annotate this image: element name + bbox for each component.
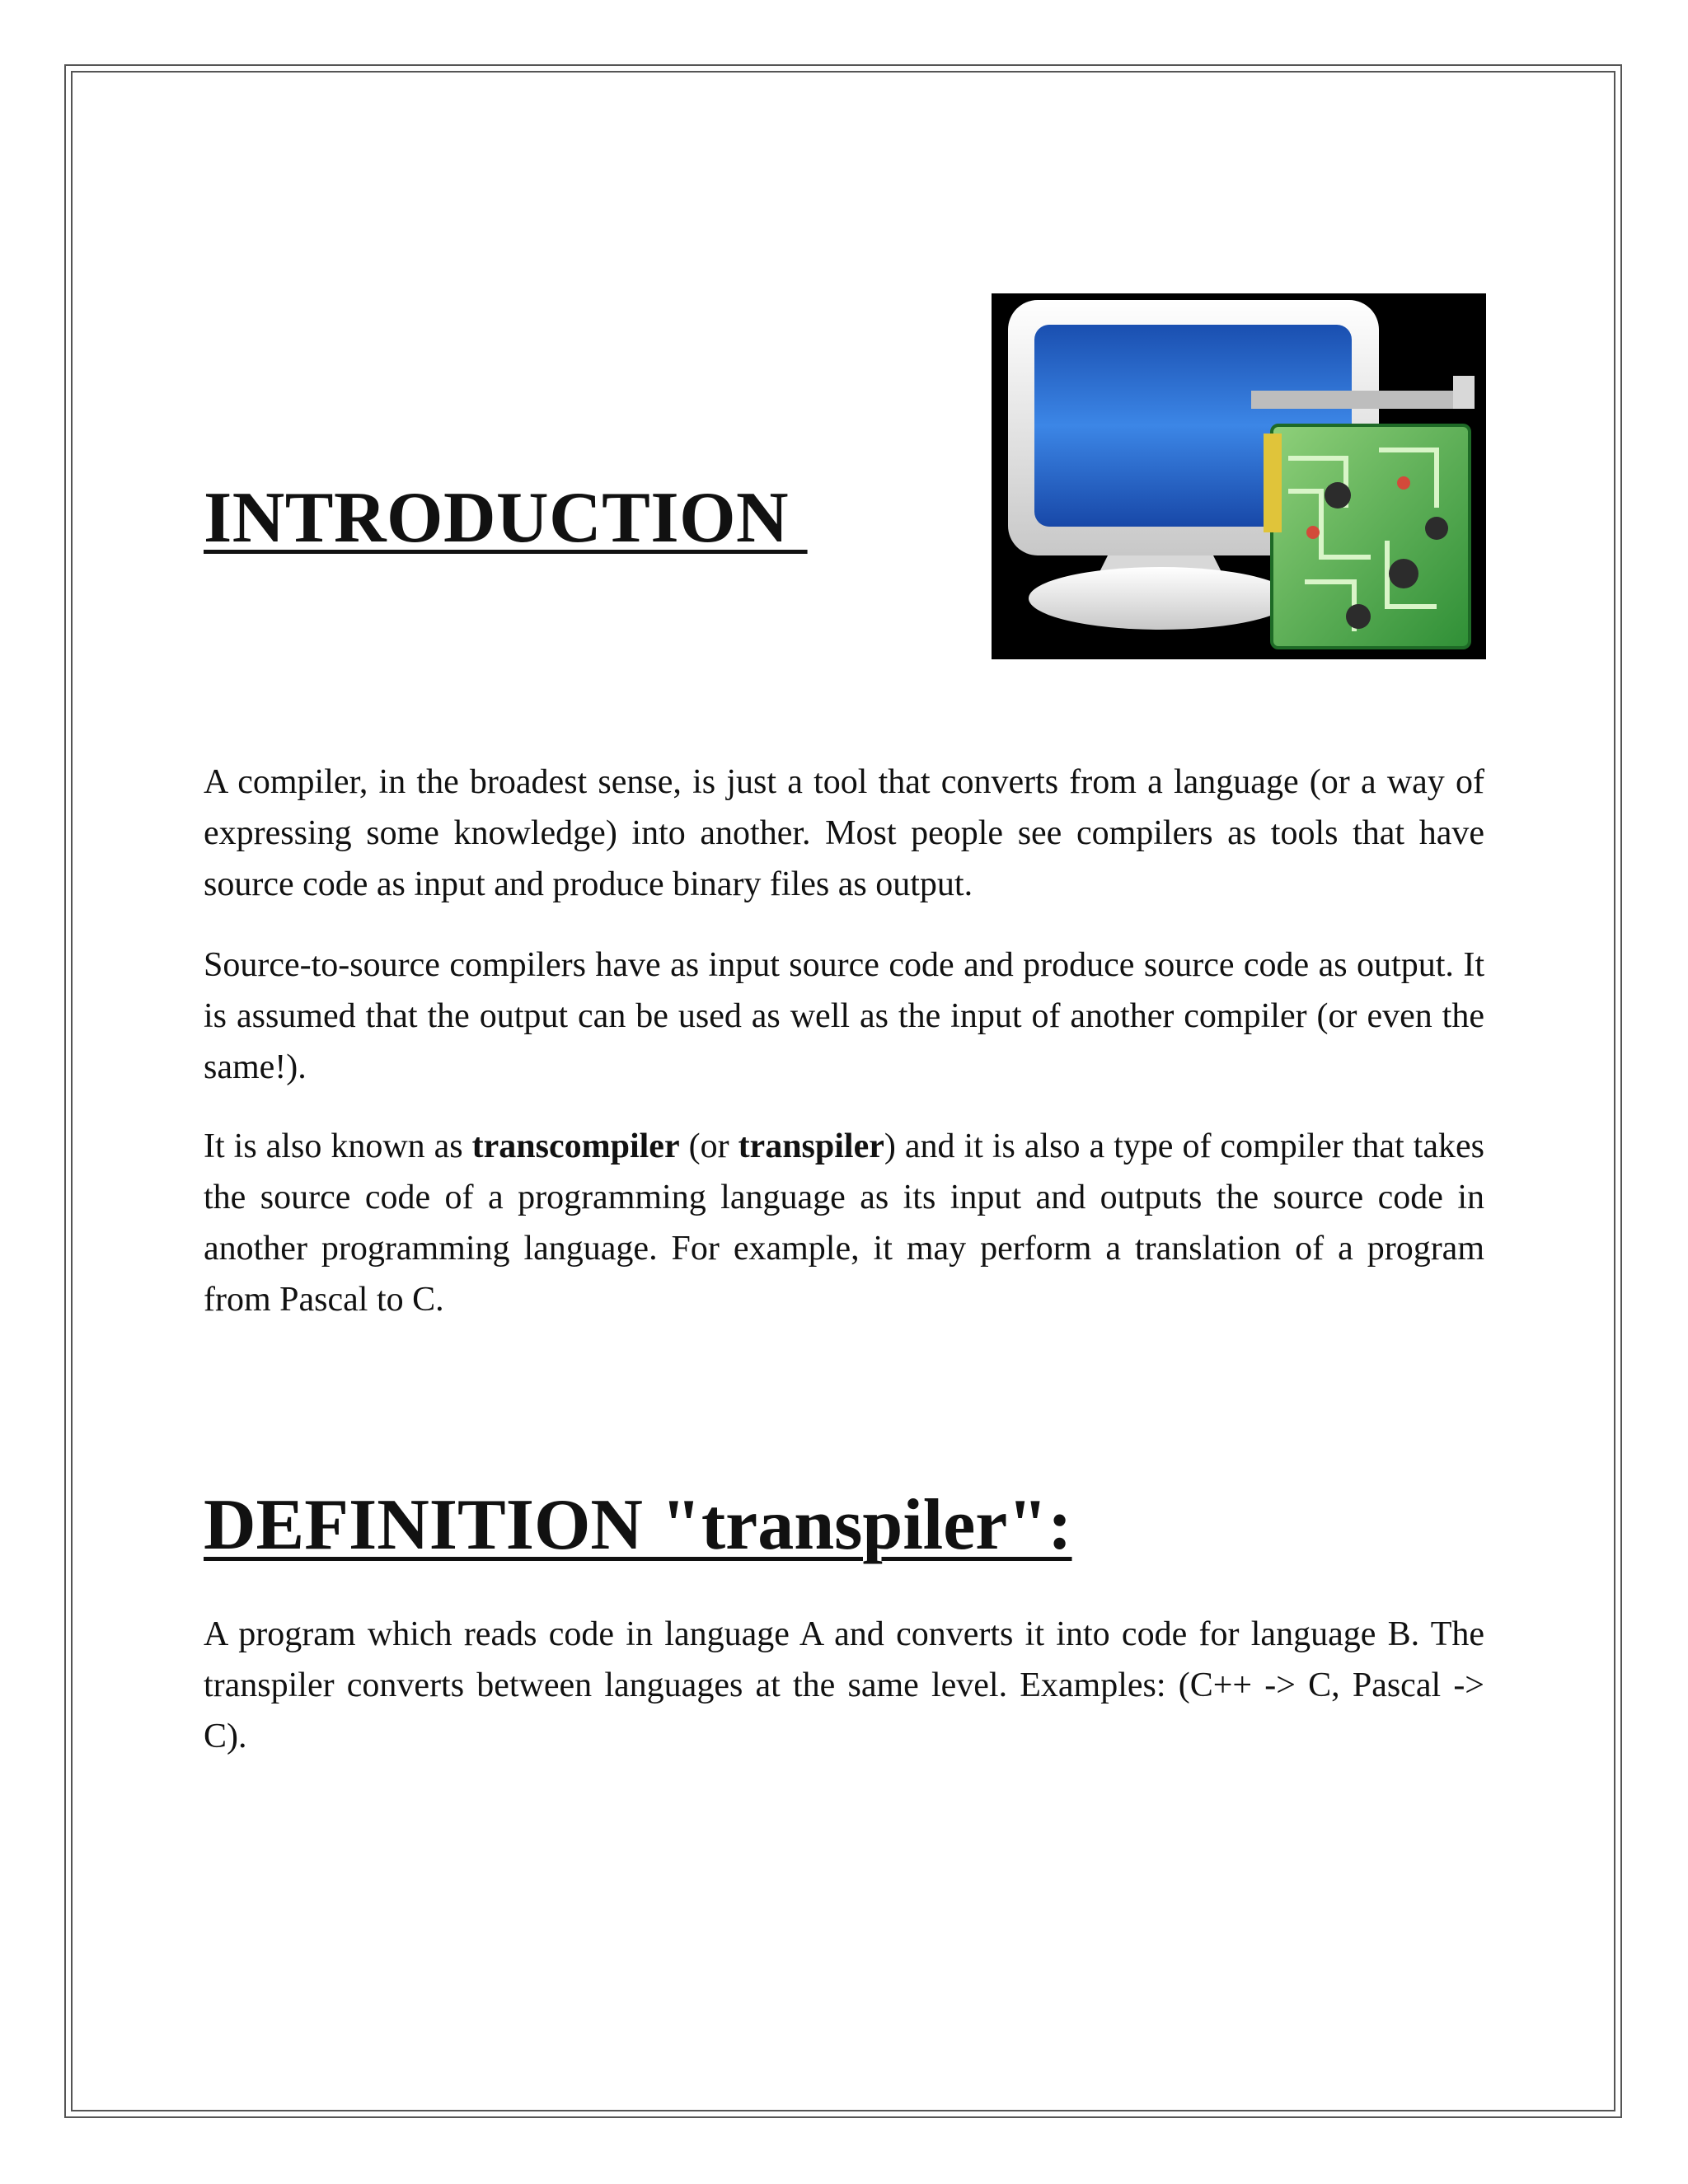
computer-circuit-icon <box>992 293 1486 659</box>
definition-heading: DEFINITION "transpiler": <box>204 1485 1072 1565</box>
p3-text-2: (or <box>679 1127 738 1165</box>
introduction-heading: INTRODUCTION <box>204 478 808 558</box>
p3-text-1: It is also known as <box>204 1127 472 1165</box>
intro-paragraph-2: Source-to-source compilers have as input source code and produce source code as output. It is assumed that the output can be used as well as the input of another compiler (or even the same!). <box>204 946 1484 1086</box>
intro-paragraph-1: A compiler, in the broadest sense, is just a tool that converts from a language (or a way of expressing some knowledge) into another. Most people see compilers as tools that have source code as input and produce binary files as output. <box>204 763 1484 903</box>
definition-paragraph: A program which reads code in language A and converts it into code for language B. The transpiler converts between languages at the same level. Examples: (C++ -> C, Pascal -> C). <box>204 1615 1484 1755</box>
term-transcompiler: transcompiler <box>471 1127 680 1165</box>
intro-paragraph-3 <box>204 1121 1484 1325</box>
p3-text-3: ) and it is also a type of compiler that takes the source code of a programming language as its input and outputs the source code in another programming language. For example, it may perform a translation of a program from Pascal to C. <box>204 1127 1484 1319</box>
term-transpiler: transpiler <box>738 1127 884 1165</box>
